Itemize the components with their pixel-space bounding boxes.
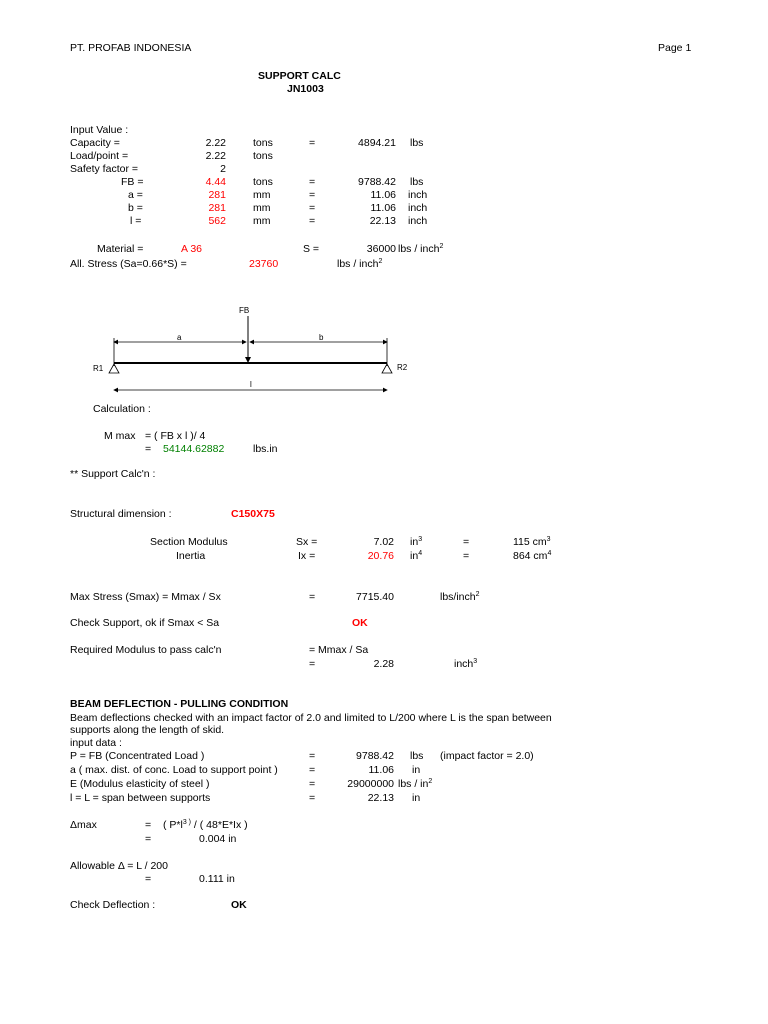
input-value: 2.22 — [205, 137, 226, 149]
deflection-input-unit: in — [412, 764, 421, 776]
delta-max-value: 0.004 in — [199, 833, 237, 845]
input-converted: 11.06 — [370, 189, 396, 201]
section-modulus-label: Section Modulus — [150, 536, 228, 548]
input-equals: = — [309, 215, 316, 227]
structural-dimension-label: Structural dimension : — [70, 508, 172, 520]
deflection-input-equals: = — [309, 792, 316, 804]
material-label: Material = — [97, 243, 144, 255]
max-stress-unit: lbs/inch$^2$ — [440, 591, 480, 603]
section-designation: C150X75 — [231, 508, 275, 520]
inertia-unit: $in^4$ — [410, 550, 423, 562]
input-unit: mm — [253, 215, 271, 227]
section-modulus-metric: 115 $cm^3$ — [513, 536, 551, 548]
deflection-input-value: 11.06 — [368, 764, 394, 776]
deflection-input-unit: lbs — [410, 750, 424, 762]
deflection-input-label: input data : — [70, 737, 122, 749]
input-label: Safety factor = — [70, 163, 138, 175]
input-label: Load/point = — [70, 150, 129, 162]
input-label: a = — [128, 189, 143, 201]
input-converted-unit: lbs — [410, 176, 424, 188]
input-unit: tons — [253, 150, 273, 162]
material-value: A 36 — [181, 243, 203, 255]
input-value: 281 — [208, 202, 226, 214]
dimension-b-label: b — [319, 333, 324, 342]
inertia-metric: 864 $cm^4$ — [513, 550, 552, 562]
deflection-input-note: (impact factor = 2.0) — [440, 750, 534, 762]
section-modulus-equals: = — [463, 536, 470, 548]
input-label: l = — [130, 215, 142, 227]
input-unit: tons — [253, 137, 273, 149]
reaction-r2-label: R2 — [397, 363, 408, 372]
deflection-input-label: a ( max. dist. of conc. Load to support point ) — [70, 764, 278, 776]
max-stress-equals: = — [309, 591, 316, 603]
deflection-input-value: 29000000 — [347, 778, 394, 790]
input-heading: Input Value : — [70, 124, 129, 136]
deflection-input-label: l = L = span between supports — [70, 792, 211, 804]
section-modulus-symbol: Sx = — [296, 536, 318, 548]
allowable-stress-label: All. Stress (Sa=0.66*S) = — [70, 258, 187, 270]
input-converted-unit: inch — [408, 202, 428, 214]
required-modulus-unit: inch$^3$ — [454, 658, 478, 670]
input-value: 2.22 — [205, 150, 226, 162]
dimension-a-label: a — [177, 333, 182, 342]
deflection-heading: BEAM DEFLECTION - PULLING CONDITION — [70, 698, 289, 710]
calculation-heading: Calculation : — [93, 403, 151, 415]
input-unit: mm — [253, 202, 271, 214]
input-equals: = — [309, 189, 316, 201]
allowable-deflection-value: 0.111 in — [199, 873, 235, 885]
input-unit: tons — [253, 176, 273, 188]
input-value: 281 — [208, 189, 226, 201]
check-deflection-label: Check Deflection : — [70, 899, 156, 911]
inertia-symbol: Ix = — [298, 550, 316, 562]
reaction-r1-label: R1 — [93, 364, 104, 373]
inertia-value: 20.76 — [367, 550, 394, 562]
deflection-input-equals: = — [309, 764, 316, 776]
deflection-description-line2: supports along the length of skid. — [70, 724, 225, 736]
yield-stress-unit: lbs / inch$^2$ — [398, 243, 444, 255]
dimension-l-label: l — [250, 380, 252, 389]
mmax-unit: lbs.in — [253, 443, 278, 455]
company-name: PT. PROFAB INDONESIA — [70, 42, 192, 54]
input-converted-unit: inch — [408, 215, 428, 227]
deflection-input-value: 9788.42 — [356, 750, 394, 762]
delta-max-equals-2: = — [145, 833, 152, 845]
input-converted-unit: inch — [408, 189, 428, 201]
section-modulus-value: 7.02 — [373, 536, 394, 548]
allowable-stress-value: 23760 — [249, 258, 279, 270]
input-label: Capacity = — [70, 137, 120, 149]
input-value: 4.44 — [205, 176, 226, 188]
allowable-deflection-equals: = — [145, 873, 152, 885]
mmax-formula: = ( FB x l )/ 4 — [145, 430, 206, 442]
mmax-label: M max — [104, 430, 136, 442]
delta-max-label: Δmax — [70, 819, 97, 831]
input-converted-unit: lbs — [410, 137, 424, 149]
mmax-value: 54144.62882 — [163, 443, 225, 455]
check-support-label: Check Support, ok if Smax < Sa — [70, 617, 220, 629]
page-number: Page 1 — [658, 42, 692, 54]
input-equals: = — [309, 202, 316, 214]
check-support-result: OK — [352, 617, 368, 629]
deflection-description-line1: Beam deflections checked with an impact factor of 2.0 and limited to L/200 where L is the span between — [70, 712, 552, 724]
check-deflection-result: OK — [231, 899, 247, 911]
input-converted: 11.06 — [370, 202, 396, 214]
inertia-label: Inertia — [176, 550, 206, 562]
input-converted: 22.13 — [369, 215, 396, 227]
input-equals: = — [309, 176, 316, 188]
deflection-input-label: P = FB (Concentrated Load ) — [70, 750, 205, 762]
required-modulus-formula: = Mmax / Sa — [309, 644, 369, 656]
yield-stress-label: S = — [303, 243, 320, 255]
job-number: JN1003 — [287, 83, 324, 95]
delta-max-equals: = — [145, 819, 152, 831]
fb-label: FB — [239, 306, 250, 315]
required-modulus-value: 2.28 — [373, 658, 394, 670]
required-modulus-label: Required Modulus to pass calc'n — [70, 644, 222, 656]
document-title: SUPPORT CALC — [258, 70, 341, 82]
deflection-input-unit: lbs / $in^2$ — [398, 778, 433, 790]
delta-max-formula: ( $P*l^{3 )}$ / ( 48*E*Ix ) — [163, 819, 248, 831]
section-modulus-unit: $in^3$ — [410, 536, 423, 548]
input-value: 2 — [220, 163, 226, 175]
max-stress-label: Max Stress (Smax) = Mmax / Sx — [70, 591, 221, 603]
deflection-input-value: 22.13 — [367, 792, 394, 804]
input-equals: = — [309, 137, 316, 149]
required-modulus-equals: = — [309, 658, 316, 670]
max-stress-value: 7715.40 — [356, 591, 394, 603]
inertia-equals: = — [463, 550, 470, 562]
input-label: b = — [128, 202, 143, 214]
input-value: 562 — [208, 215, 226, 227]
input-converted: 9788.42 — [358, 176, 396, 188]
support-calc-heading: ** Support Calc'n : — [70, 468, 156, 480]
input-converted: 4894.21 — [358, 137, 396, 149]
deflection-input-label: E (Modulus elasticity of steel ) — [70, 778, 210, 790]
yield-stress-value: 36000 — [366, 243, 396, 255]
beam-diagram — [0, 0, 768, 400]
mmax-equals: = — [145, 443, 152, 455]
allowable-stress-unit: lbs / inch$^2$ — [337, 258, 383, 270]
deflection-input-unit: in — [412, 792, 421, 804]
deflection-input-equals: = — [309, 750, 316, 762]
deflection-input-equals: = — [309, 778, 316, 790]
input-unit: mm — [253, 189, 271, 201]
allowable-deflection-label: Allowable Δ = L / 200 — [70, 860, 168, 872]
input-label: FB = — [121, 176, 144, 188]
